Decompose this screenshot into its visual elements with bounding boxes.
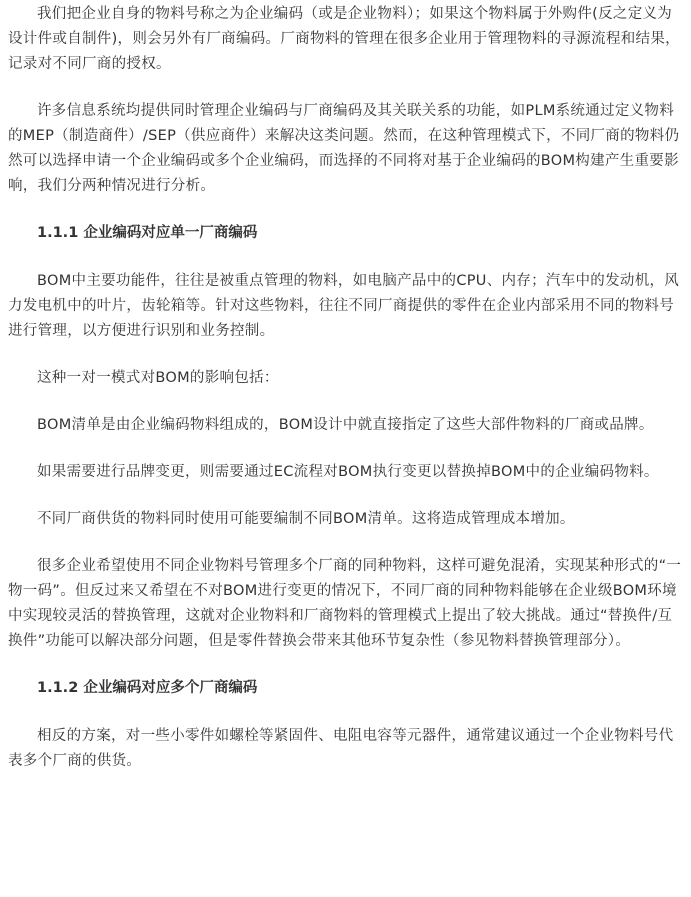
paragraph-plm-mep-sep: 许多信息系统均提供同时管理企业编码与厂商编码及其关联关系的功能，如PLM系统通过定义物料的MEP（制造商件）/SEP（供应商件）来解决这类问题。然而，在这种管理模式下，不同厂商的物料仍然可以选择申请一个企业编码或多个企业编码，而选择的不同将对基于企业编码的BOM构建产生重要影响，我们分两种情况进行分析。: [8, 103, 680, 194]
paragraph-one-item-one-code: 很多企业希望使用不同企业物料号管理多个厂商的同种物料，这样可避免混淆，实现某种形式的“一物一码”。但反过来又希望在不对BOM进行变更的情况下，不同厂商的同种物料能够在企业级BOM环境中实现较灵活的替换管理，这就对企业物料和厂商物料的管理模式上提出了较大挑战。通过“替换件/互换件”功能可以解决部分问题，但是零件替换会带来其他环节复杂性（参见物料替换管理部分）。: [8, 558, 682, 649]
section-heading-1-1-2: 1.1.2 企业编码对应多个厂商编码: [37, 680, 258, 696]
paragraph-different-bom: 不同厂商供货的物料同时使用可能要编制不同BOM清单。这将造成管理成本增加。: [37, 511, 575, 527]
paragraph-brand-change: 如果需要进行品牌变更，则需要通过EC流程对BOM执行变更以替换掉BOM中的企业编码物料。: [37, 464, 659, 480]
paragraph-enterprise-code-intro: 我们把企业自身的物料号称之为企业编码（或是企业物料）；如果这个物料属于外购件(反之定义为设计件或自制件)，则会另外有厂商编码。厂商物料的管理在很多企业用于管理物料的寻源流程和结果，记录对不同厂商的授权。: [8, 6, 680, 72]
paragraph-main-function-parts: BOM中主要功能件，往往是被重点管理的物料，如电脑产品中的CPU、内存；汽车中的发动机，风力发电机中的叶片，齿轮箱等。针对这些物料，往往不同厂商提供的零件在企业内部采用不同的物料号进行管理，以方便进行识别和业务控制。: [8, 273, 680, 339]
paragraph-small-parts: 相反的方案，对一些小零件如螺栓等紧固件、电阻电容等元器件，通常建议通过一个企业物料号代表多个厂商的供货。: [8, 728, 674, 769]
paragraph-bom-list: BOM清单是由企业编码物料组成的，BOM设计中就直接指定了这些大部件物料的厂商或品牌。: [37, 417, 654, 433]
section-heading-1-1-1: 1.1.1 企业编码对应单一厂商编码: [37, 225, 258, 241]
paragraph-one-to-one-impact: 这种一对一模式对BOM的影响包括：: [37, 370, 279, 386]
